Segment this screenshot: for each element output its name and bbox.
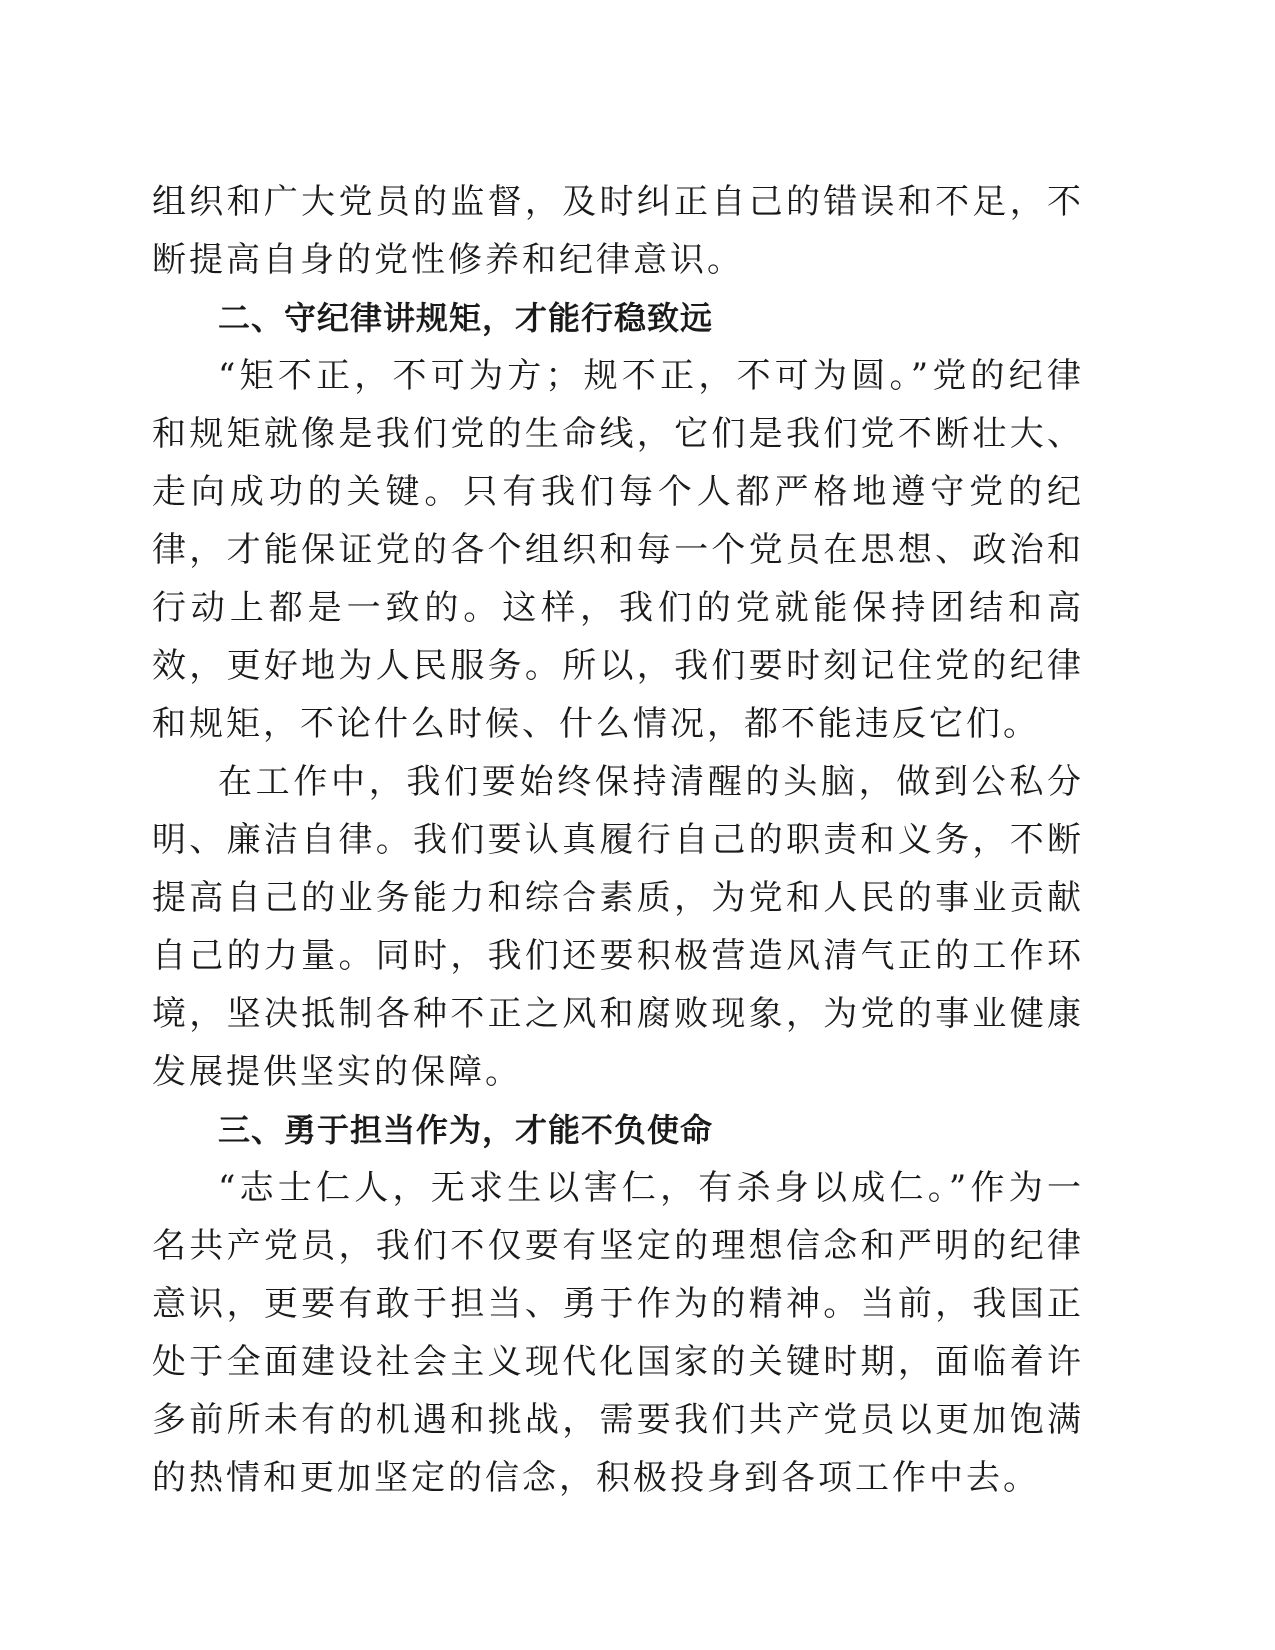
paragraph-responsibility-quote: “志士仁人，无求生以害仁，有杀身以成仁。”作为一名共产党员，我们不仅要有坚定的理想信念和严明的纪律意识，更要有敢于担当、勇于作为的精神。当前，我国正处于全面建设社会主义现代化国家的关键时期，面临着许多前所未有的机遇和挑战，需要我们共产党员以更加饱满的热情和更加坚定的信念，积极投身到各项工作中去。: [152, 1168, 1084, 1498]
document-body: [152, 173, 1084, 1507]
paragraph-continuation: 组织和广大党员的监督，及时纠正自己的错误和不足，不断提高自身的党性修养和纪律意识。: [152, 182, 1084, 280]
section-heading-3: 三、勇于担当作为，才能不负使命: [218, 1111, 714, 1149]
paragraph-work-conduct: 在工作中，我们要始终保持清醒的头脑，做到公私分明、廉洁自律。我们要认真履行自己的职责和义务，不断提高自己的业务能力和综合素质，为党和人民的事业贡献自己的力量。同时，我们还要积极营造风清气正的工作环境，坚决抵制各种不正之风和腐败现象，为党的事业健康发展提供坚实的保障。: [152, 762, 1084, 1092]
paragraph-discipline-quote: “矩不正，不可为方；规不正，不可为圆。”党的纪律和规矩就像是我们党的生命线，它们是我们党不断壮大、走向成功的关键。只有我们每个人都严格地遵守党的纪律，才能保证党的各个组织和每一个党员在思想、政治和行动上都是一致的。这样，我们的党就能保持团结和高效，更好地为人民服务。所以，我们要时刻记住党的纪律和规矩，不论什么时候、什么情况，都不能违反它们。: [152, 356, 1084, 744]
section-heading-2: 二、守纪律讲规矩，才能行稳致远: [218, 299, 714, 337]
